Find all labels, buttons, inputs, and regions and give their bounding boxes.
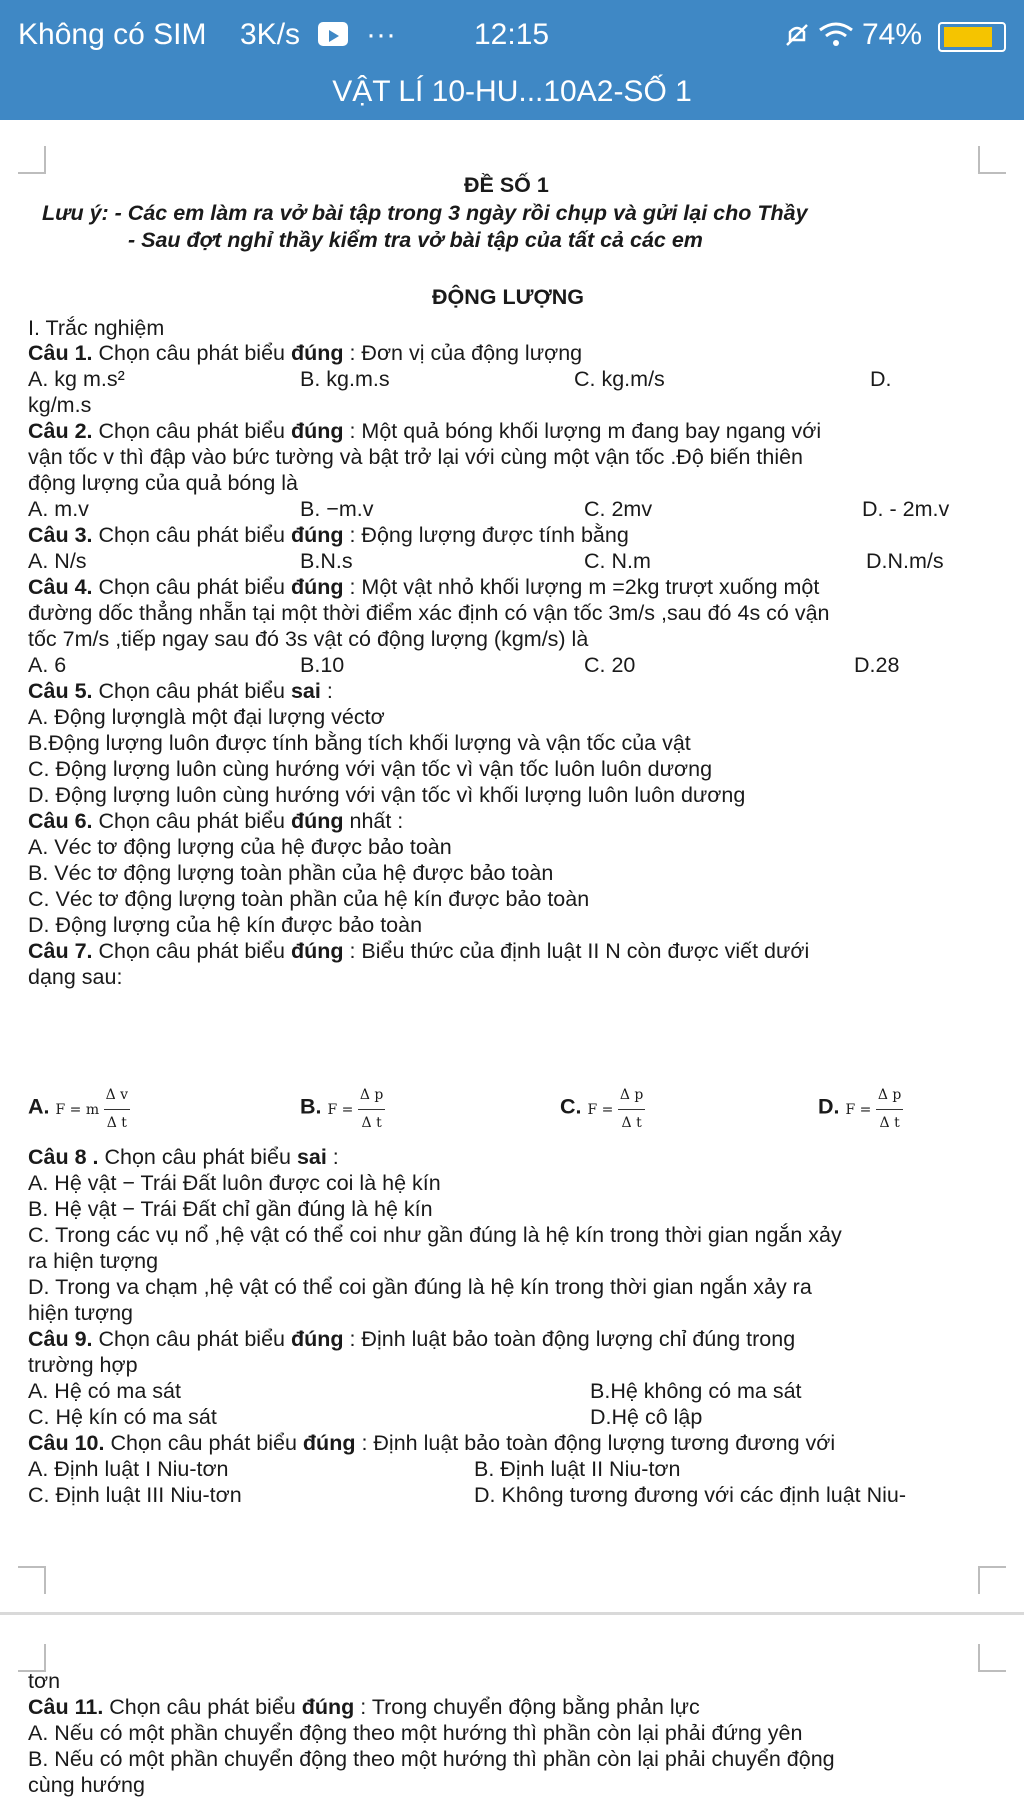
formula-c: F = $\frac{\text{Δ p}}{\text{Δ t}}$ (587, 1102, 645, 1118)
question-11: Câu 11. Chọn câu phát biểu đúng : Trong chuyển động bằng phản lực (28, 1695, 700, 1719)
question-10: Câu 10. Chọn câu phát biểu đúng : Định luật bảo toàn động lượng tương đương với (28, 1431, 836, 1455)
q9-option-b: B.Hệ không có ma sát (590, 1379, 802, 1403)
q4-option-d: D.28 (854, 653, 900, 677)
question-4-line3: tốc 7m/s ,tiếp ngay sau đó 3s vật có động lượng (kgm/s) là (28, 627, 589, 651)
q2-option-c: C. 2mv (584, 497, 653, 521)
battery-percent: 74% (862, 18, 923, 51)
page-corner (978, 1566, 1006, 1594)
q3-option-d: D.N.m/s (866, 549, 944, 573)
q3-option-b: B.N.s (300, 549, 353, 573)
battery-icon (938, 22, 1006, 52)
more-dots-icon: ··· (366, 18, 396, 51)
q10-option-b: B. Định luật II Niu-tơn (474, 1457, 681, 1481)
formula-d: F = $\frac{\text{Δ p}}{\text{Δ t}}$ (845, 1102, 903, 1118)
page-corner (978, 146, 1006, 174)
mute-icon (782, 20, 812, 58)
youtube-icon (318, 22, 348, 46)
wifi-icon (818, 22, 854, 56)
part-title: I. Trắc nghiệm (28, 316, 165, 340)
q6-option-a: A. Véc tơ động lượng của hệ được bảo toàn (28, 835, 452, 859)
q1-option-a: A. kg m.s² (28, 367, 125, 391)
formula-a: F = m $\frac{\text{Δ v}}{\text{Δ t}}$ (55, 1102, 130, 1118)
q11-option-b: B. Nếu có một phần chuyển động theo một hướng thì phần còn lại phải chuyển động (28, 1747, 835, 1771)
q7-option-b: B. F = $\frac{\text{Δ p}}{\text{Δ t}}$ (300, 1082, 385, 1137)
q9-option-a: A. Hệ có ma sát (28, 1379, 181, 1403)
note-line-1: Lưu ý: - Các em làm ra vở bài tập trong 3 ngày rồi chụp và gửi lại cho Thầy (42, 201, 808, 225)
exam-title: ĐỀ SỐ 1 (464, 173, 549, 197)
q10-option-c: C. Định luật III Niu-tơn (28, 1483, 242, 1507)
q10-option-a: A. Định luật I Niu-tơn (28, 1457, 229, 1481)
q7-option-c: C. F = $\frac{\text{Δ p}}{\text{Δ t}}$ (560, 1082, 645, 1137)
q8-option-c-cont: ra hiện tượng (28, 1249, 159, 1273)
q2-option-a: A. m.v (28, 497, 89, 521)
document-title: VẬT LÍ 10-HU...10A2-SỐ 1 (332, 75, 692, 108)
q1-option-d: D. (870, 367, 892, 391)
q6-option-c: C. Véc tơ động lượng toàn phần của hệ kín được bảo toàn (28, 887, 590, 911)
question-5: Câu 5. Chọn câu phát biểu sai : (28, 679, 333, 703)
q4-option-c: C. 20 (584, 653, 636, 677)
q1-option-d-cont: kg/m.s (28, 393, 92, 417)
question-2-line3: động lượng của quả bóng là (28, 471, 298, 495)
clock: 12:15 (474, 18, 550, 51)
carrier-text: Không có SIM (18, 18, 207, 51)
q3-option-c: C. N.m (584, 549, 651, 573)
q11-option-a: A. Nếu có một phần chuyển động theo một hướng thì phần còn lại phải đứng yên (28, 1721, 803, 1745)
page-corner (18, 1566, 46, 1594)
status-bar (0, 0, 1024, 72)
q6-option-d: D. Động lượng của hệ kín được bảo toàn (28, 913, 423, 937)
question-7: Câu 7. Chọn câu phát biểu đúng : Biểu thức của định luật II N còn được viết dưới (28, 939, 810, 963)
q10-option-d-cont: tơn (28, 1669, 61, 1693)
q9-option-d: D.Hệ cô lập (590, 1405, 703, 1429)
question-6: Câu 6. Chọn câu phát biểu đúng nhất : (28, 809, 404, 833)
q8-option-d-cont: hiện tượng (28, 1301, 134, 1325)
page-divider (0, 1612, 1024, 1615)
question-9: Câu 9. Chọn câu phát biểu đúng : Định luật bảo toàn động lượng chỉ đúng trong (28, 1327, 796, 1351)
q6-option-b: B. Véc tơ động lượng toàn phần của hệ được bảo toàn (28, 861, 554, 885)
network-speed: 3K/s (240, 18, 301, 51)
question-9-line2: trường hợp (28, 1353, 138, 1377)
page-corner (978, 1644, 1006, 1672)
q5-option-b: B.Động lượng luôn được tính bằng tích khối lượng và vận tốc của vật (28, 731, 691, 755)
question-1: Câu 1. Chọn câu phát biểu đúng : Đơn vị của động lượng (28, 341, 583, 365)
section-title: ĐỘNG LƯỢNG (432, 285, 585, 309)
q4-option-a: A. 6 (28, 653, 67, 677)
q2-option-b: B. −m.v (300, 497, 374, 521)
q11-option-b-cont: cùng hướng (28, 1773, 145, 1797)
q1-option-b: B. kg.m.s (300, 367, 390, 391)
q5-option-c: C. Động lượng luôn cùng hướng với vận tốc vì vận tốc luôn luôn dương (28, 757, 713, 781)
q5-option-a: A. Động lượnglà một đại lượng véctơ (28, 705, 385, 729)
q8-option-c: C. Trong các vụ nổ ,hệ vật có thể coi như gần đúng là hệ kín trong thời gian ngắn xảy (28, 1223, 842, 1247)
q4-option-b: B.10 (300, 653, 345, 677)
question-2-line2: vận tốc v thì đập vào bức tường và bật trở lại với cùng một vận tốc .Độ biến thiên (28, 445, 804, 469)
question-3: Câu 3. Chọn câu phát biểu đúng : Động lượng được tính bằng (28, 523, 629, 547)
question-4: Câu 4. Chọn câu phát biểu đúng : Một vật nhỏ khối lượng m =2kg trượt xuống một (28, 575, 820, 599)
app-title-bar (0, 72, 1024, 120)
q2-option-d: D. - 2m.v (862, 497, 950, 521)
q8-option-d: D. Trong va chạm ,hệ vật có thể coi gần đúng là hệ kín trong thời gian ngắn xảy ra (28, 1275, 812, 1299)
question-2: Câu 2. Chọn câu phát biểu đúng : Một quả bóng khối lượng m đang bay ngang với (28, 419, 822, 443)
question-8: Câu 8 . Chọn câu phát biểu sai : (28, 1145, 339, 1169)
question-4-line2: đường dốc thẳng nhẵn tại một thời điểm xác định có vận tốc 3m/s ,sau đó 4s có vận (28, 601, 830, 625)
note-line-2: - Sau đợt nghỉ thầy kiểm tra vở bài tập của tất cả các em (128, 228, 703, 252)
q1-option-c: C. kg.m/s (574, 367, 665, 391)
q5-option-d: D. Động lượng luôn cùng hướng với vận tốc vì khối lượng luôn luôn dương (28, 783, 746, 807)
q7-option-d: D. F = $\frac{\text{Δ p}}{\text{Δ t}}$ (818, 1082, 903, 1137)
q3-option-a: A. N/s (28, 549, 87, 573)
q7-option-a: A. F = m $\frac{\text{Δ v}}{\text{Δ t}}$ (28, 1082, 130, 1137)
q8-option-b: B. Hệ vật − Trái Đất chỉ gần đúng là hệ kín (28, 1197, 433, 1221)
page-corner (18, 146, 46, 174)
formula-b: F = $\frac{\text{Δ p}}{\text{Δ t}}$ (327, 1102, 385, 1118)
q8-option-a: A. Hệ vật − Trái Đất luôn được coi là hệ kín (28, 1171, 441, 1195)
q9-option-c: C. Hệ kín có ma sát (28, 1405, 217, 1429)
q10-option-d: D. Không tương đương với các định luật Niu- (474, 1483, 907, 1507)
question-7-line2: dạng sau: (28, 965, 123, 989)
